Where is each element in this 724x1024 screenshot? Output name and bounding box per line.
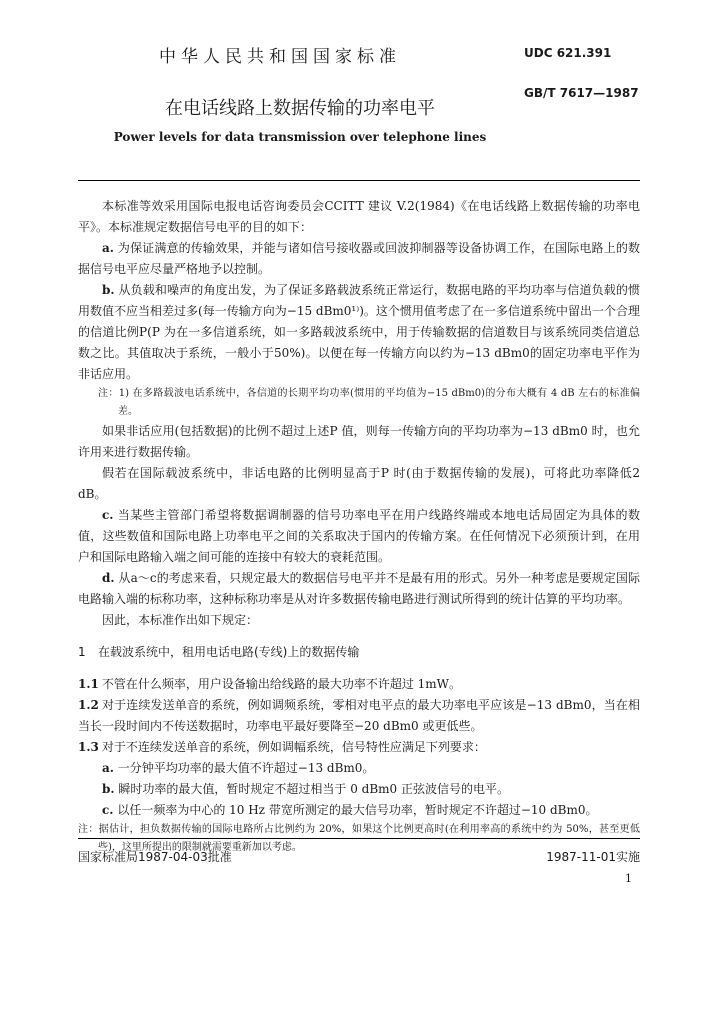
udc-number: UDC 621.391 [524,46,612,60]
clause-1-3-item-b [78,779,640,800]
item-b-label: b. [102,283,115,297]
item-d [78,568,640,610]
clause-1-1-text: 不管在什么频率，用户设备输出给线路的最大功率不许超过 1mW。 [101,677,461,691]
clause-1-3 [78,737,640,758]
clause-1-1-number: 1.1 [78,677,99,691]
gb-number: GB/T 7617—1987 [524,86,639,100]
item-a-text: 为保证满意的传输效果，并能与诸如信号接收器或回波抑制器等设备协调工作，在国际电路上的数据信号电平应尽量严格地予以控制。 [78,241,640,276]
item-c-text: 当某些主管部门希望将数据调制器的信号功率电平在用户线路终端或本地电话局固定为具体的数值，这些数值和国际电路上功率电平之间的关系取决于国内的传输方案。在任何情况下必须预计到，在用户和国际电路输入端之间可能的连接中有较大的衰耗范围。 [78,508,640,564]
section-1-heading [78,642,640,663]
clause-1-1 [78,674,640,695]
footnote-2: 注：据估计，担负数据传输的国际电路所占比例约为 20%，如果这个比例更高时(在利用率高的系统中约为 50%，甚至更低些)，这里所提出的限制就需要重新加以考虑。 [78,824,640,853]
effective-date: 1987-11-01实施 [546,850,640,864]
clause-1-3-number: 1.3 [78,740,99,754]
clause-1-3-item-c-label: c. [102,803,114,817]
item-c-label: c. [102,508,114,522]
clause-1-3-text: 对于不连续发送单音的系统，例如调幅系统，信号特性应满足下列要求： [101,740,486,754]
item-d-text: 从a～c的考虑来看，只规定最大的数据信号电平并不是最有用的形式。另外一种考虑是要规定国际电路输入端的标称功率，这种标称功率是从对许多数据传输电路进行测试所得到的统计估算的平均功率。 [78,571,640,606]
section-1-title: 在载波系统中，租用电话电路(专线)上的数据传输 [98,645,360,659]
standard-title: 中华人民共和国国家标准 [159,47,401,67]
item-d-label: d. [102,571,115,585]
nonvoice-paragraph: 如果非话应用(包括数据)的比例不超过上述P 值，则每一传输方向的平均功率为−13 dBm0 时，也允许用来进行数据传输。 [78,424,640,459]
clause-1-2-text: 对于连续发送单音的系统，例如调频系统，零相对电平点的最大功率电平应该是−13 dBm0，当在相当长一段时间内不传送数据时，功率电平最好要降至−20 dBm0 或更低些。 [78,698,640,733]
header-divider [78,180,640,181]
footer-divider [78,838,640,839]
approval-date: 国家标准局1987-04-03批准 [78,850,232,864]
item-b-text: 从负载和噪声的角度出发，为了保证多路载波系统正常运行，数据电路的平均功率与信道负载的惯用数值不应当相差过多(每一传输方向为−15 dBm0¹⁾)。这个惯用值考虑了在一多信道系统中留出一个合理的信道比例P(P 为在一多信道系统，如一多路载波系统中，用于传输数据的信道数目与该系统同类信道总数之比。其值取决于系统，一般小于50%)。以便在每一传输方向以约为−13 dBm0的固定功率电平作为非话应用。 [78,283,640,381]
clause-1-3-item-a [78,758,640,779]
therefore-paragraph: 因此，本标准作出如下规定： [102,613,259,627]
clause-1-3-item-c [78,800,640,821]
item-c [78,505,640,568]
clause-1-2 [78,695,640,737]
clause-1-3-item-b-text: 瞬时功率的最大值，暂时规定不超过相当于 0 dBm0 正弦波信号的电平。 [118,782,510,796]
footnote-1: 注：1) 在多路载波电话系统中，各信道的长期平均功率(惯用的平均值为−15 dBm0)的分布大概有 4 dB 左右的标准偏差。 [98,388,640,417]
document-title-cn: 在电话线路上数据传输的功率电平 [165,98,435,119]
clause-1-3-item-b-label: b. [102,782,115,796]
clause-1-3-item-a-label: a. [102,761,114,775]
clause-1-3-item-c-text: 以任一频率为中心的 10 Hz 带宽所测定的最大信号功率，暂时规定不许超过−10 dBm0。 [117,803,598,817]
document-body [78,196,640,857]
intl-paragraph: 假若在国际载波系统中，非话电路的比例明显高于P 时(由于数据传输的发展)，可将此功率降低2 dB。 [78,466,640,501]
item-b [78,280,640,385]
intro-paragraph: 本标准等效采用国际电报电话咨询委员会CCITT 建议 V.2(1984)《在电话线路上数据传输的功率电平》。本标准规定数据信号电平的目的如下： [78,199,640,234]
item-a-label: a. [102,241,114,255]
item-a [78,238,640,280]
clause-1-2-number: 1.2 [78,698,99,712]
clause-1-3-item-a-text: 一分钟平均功率的最大值不许超过−13 dBm0。 [117,761,375,775]
section-1-number: 1 [78,645,86,659]
page-number: 1 [625,872,632,885]
document-title-en: Power levels for data transmission over telephone lines [113,130,487,144]
